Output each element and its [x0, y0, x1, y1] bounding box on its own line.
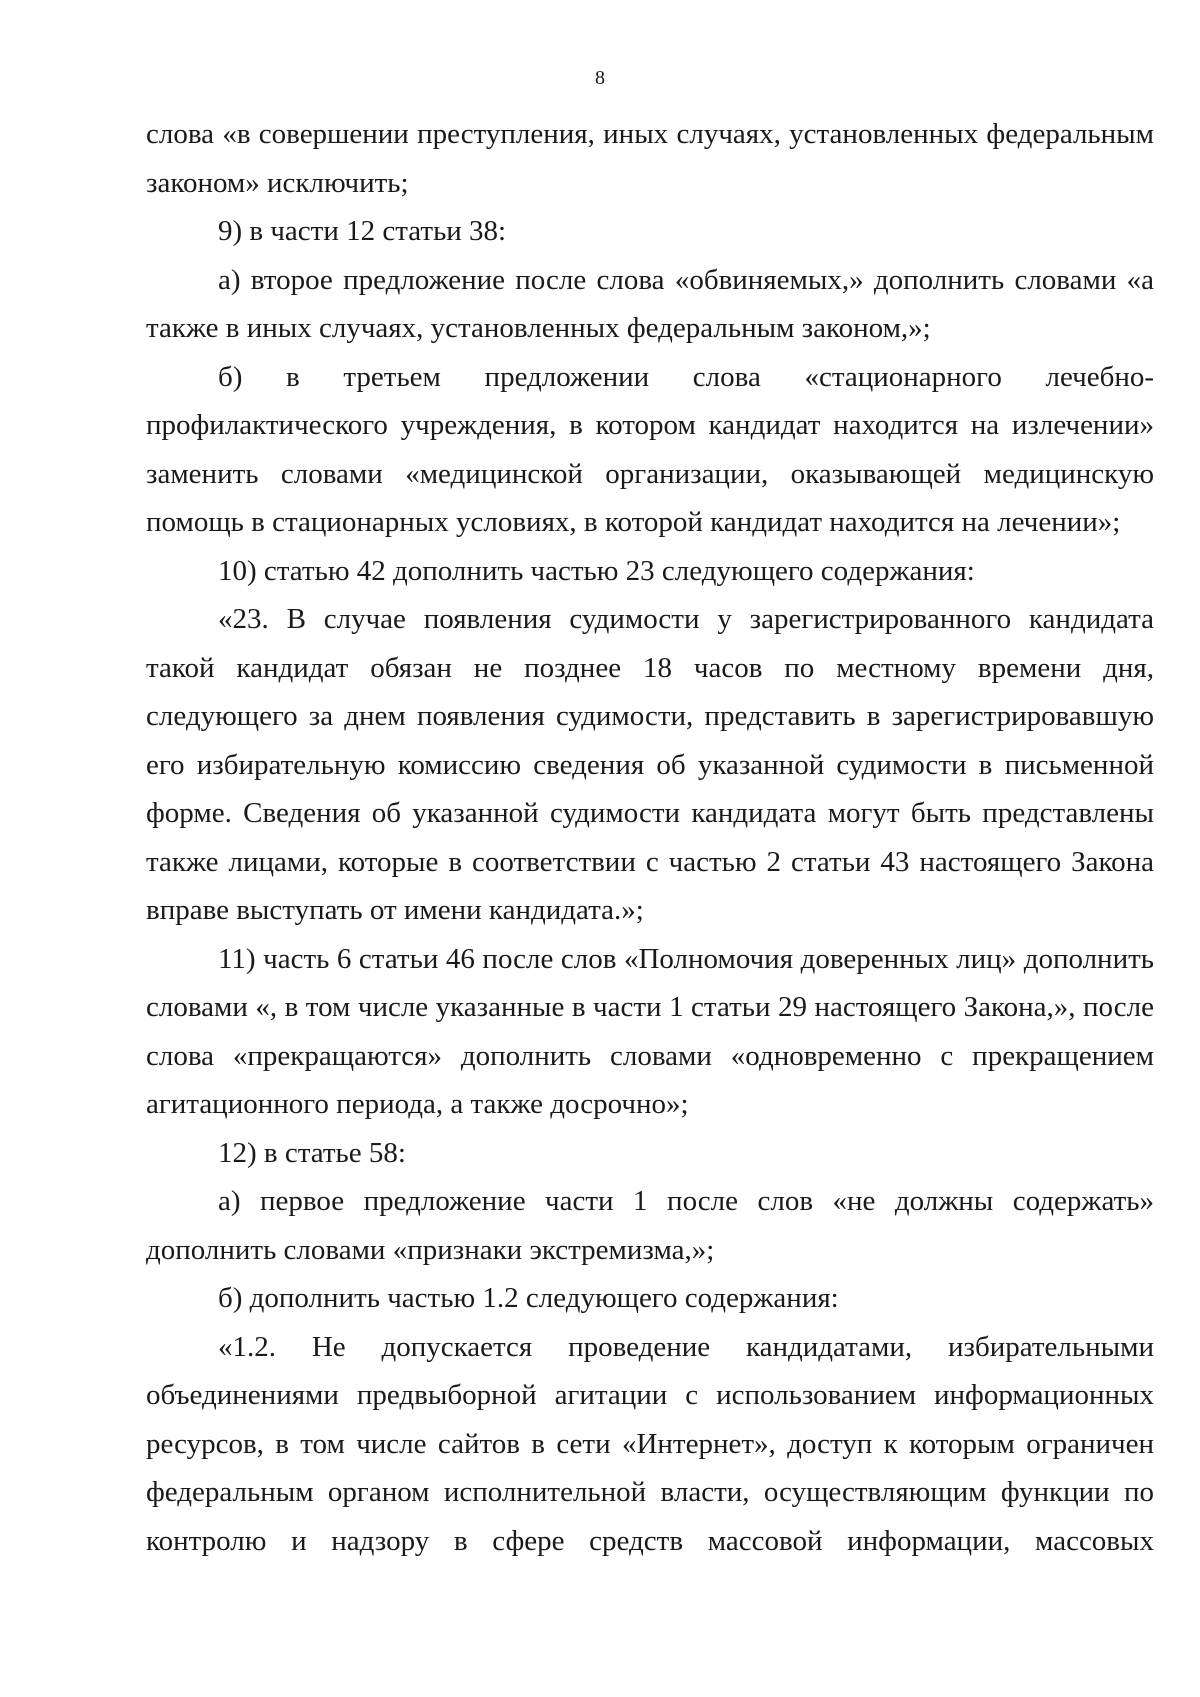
paragraph-6: «23. В случае появления судимости у зарегистрированного кандидата такой кандидат обязан не позднее 18 часов по местному времени дня, следующего за днем появления судимости, представить в зарегистрировавшую его избирательную комиссию сведения об указанной судимости в письменной форме. Сведения об указанной судимости кандидата могут быть представлены также лицами, которые в соответствии с частью 2 статьи 43 настоящего Закона вправе выступать от имени кандидата.»; [146, 603, 1154, 926]
document-body [146, 110, 1154, 1565]
paragraph-10: б) дополнить частью 1.2 следующего содержания: [218, 1282, 839, 1314]
paragraph-7: 11) часть 6 статьи 46 после слов «Полномочия доверенных лиц» дополнить словами «, в том числе указанные в части 1 статьи 29 настоящего Закона,», после слова «прекращаются» дополнить словами «одновременно с прекращением агитационного периода, а также досрочно»; [146, 942, 1154, 1120]
paragraph-9: а) первое предложение части 1 после слов «не должны содержать» дополнить словами «признаки экстремизма,»; [146, 1185, 1154, 1266]
paragraph-4: б) в третьем предложении слова «стационарного лечебно-профилактического учреждения, в котором кандидат находится на излечении» заменить словами «медицинской организации, оказывающей медицинскую помощь в стационарных условиях, в которой кандидат находится на лечении»; [146, 360, 1154, 538]
paragraph-11: «1.2. Не допускается проведение кандидатами, избирательными объединениями предвыборной агитации с использованием информационных ресурсов, в том числе сайтов в сети «Интернет», доступ к которым ограничен федеральным органом исполнительной власти, осуществляющим функции по контролю и надзору в сфере средств массовой информации, массовых [146, 1330, 1154, 1557]
page-number: 8 [595, 67, 605, 89]
paragraph-1: слова «в совершении преступления, иных случаях, установленных федеральным законом» исключить; [146, 118, 1154, 199]
paragraph-2: 9) в части 12 статьи 38: [218, 215, 507, 247]
paragraph-3: а) второе предложение после слова «обвиняемых,» дополнить словами «а также в иных случаях, установленных федеральным законом,»; [146, 263, 1154, 344]
paragraph-5: 10) статью 42 дополнить частью 23 следующего содержания: [218, 554, 975, 587]
paragraph-8: 12) в статье 58: [218, 1136, 406, 1169]
